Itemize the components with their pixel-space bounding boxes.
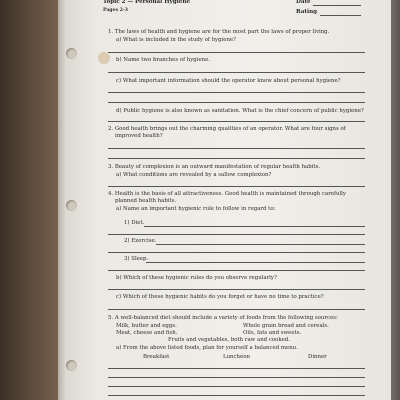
worksheet-page <box>58 0 391 400</box>
question-5: 5. A well-balanced diet should include a variety of foods from the following sources: <box>108 315 338 321</box>
background-left <box>0 0 64 400</box>
ink-stain <box>98 52 110 64</box>
question-4a1: 1) Diet. <box>124 220 145 226</box>
answer-line[interactable] <box>108 92 365 93</box>
page-edge-shadow <box>58 0 66 400</box>
question-1c: c) What important information should the operator know about personal hygiene? <box>116 78 341 84</box>
menu-luncheon-label: Luncheon <box>223 354 250 360</box>
food-group-4: Oils, fats and sweets. <box>243 330 302 336</box>
answer-line[interactable] <box>146 262 365 263</box>
food-group-5: Fruits and vegetables, both raw and cooked. <box>168 337 290 343</box>
food-group-2: Whole grain bread and cereals. <box>243 323 329 329</box>
answer-line[interactable] <box>108 121 365 122</box>
punch-hole <box>66 200 77 211</box>
question-4b: b) Which of these hygienic rules do you observe regularly? <box>116 275 277 281</box>
question-3: 3. Beauty of complexion is an outward manifestation of regular health habits. <box>108 164 321 170</box>
question-1b: b) Name two branches of hygiene. <box>116 57 211 63</box>
answer-line[interactable] <box>108 52 365 53</box>
menu-breakfast-label: Breakfast <box>143 354 170 360</box>
menu-line[interactable] <box>108 386 365 387</box>
menu-line[interactable] <box>108 395 365 396</box>
menu-dinner-label: Dinner <box>308 354 327 360</box>
question-2-cont: improved health? <box>115 133 163 139</box>
answer-line[interactable] <box>108 186 365 187</box>
question-1a: a) What is included in the study of hygiene? <box>116 37 237 43</box>
question-4a: a) Name an important hygienic rule to follow in regard to: <box>116 206 276 212</box>
question-4c: c) Which of these hygienic habits do you forget or have no time to practice? <box>116 294 324 300</box>
date-field[interactable] <box>313 5 361 6</box>
answer-line[interactable] <box>108 72 365 73</box>
page-range: Pages 2-3 <box>103 8 128 13</box>
food-group-1: Milk, butter and eggs. <box>116 323 177 329</box>
question-1d: d) Public hygiene is also known as sanitation. What is the chief concern of public hygiene? <box>116 108 364 114</box>
answer-line[interactable] <box>108 158 365 159</box>
rating-label: Rating <box>296 9 318 15</box>
topic-title: Topic 2 — Personal Hygiene <box>103 0 190 5</box>
food-group-3: Meat, cheese and fish. <box>116 330 178 336</box>
question-1: 1. The laws of health and hygiene are for the most part the laws of proper living. <box>108 29 330 35</box>
answer-line[interactable] <box>156 244 365 245</box>
punch-hole <box>66 48 77 59</box>
answer-line[interactable] <box>108 102 365 103</box>
question-4a2: 2) Exercise. <box>124 238 157 244</box>
answer-line[interactable] <box>108 234 365 235</box>
question-4-cont: planned health habits. <box>115 198 177 204</box>
punch-hole <box>66 360 77 371</box>
rating-field[interactable] <box>320 15 361 16</box>
menu-line[interactable] <box>108 377 365 378</box>
answer-line[interactable] <box>108 309 365 310</box>
date-label: Date <box>296 0 311 5</box>
question-5a: a) From the above listed foods, plan for yourself a balanced menu. <box>116 345 298 351</box>
answer-line[interactable] <box>108 252 365 253</box>
question-4a3: 3) Sleep. <box>124 256 149 262</box>
menu-line[interactable] <box>108 368 365 369</box>
question-3a: a) What conditions are revealed by a sallow complexion? <box>116 172 272 178</box>
question-4: 4. Health is the basis of all attractiveness. Good health is maintained through carefully <box>108 191 346 197</box>
question-2: 2. Good health brings out the charming qualities of an operator. What are four signs of <box>108 126 346 132</box>
answer-line[interactable] <box>108 148 365 149</box>
answer-line[interactable] <box>108 289 365 290</box>
answer-line[interactable] <box>108 270 365 271</box>
answer-line[interactable] <box>144 226 365 227</box>
